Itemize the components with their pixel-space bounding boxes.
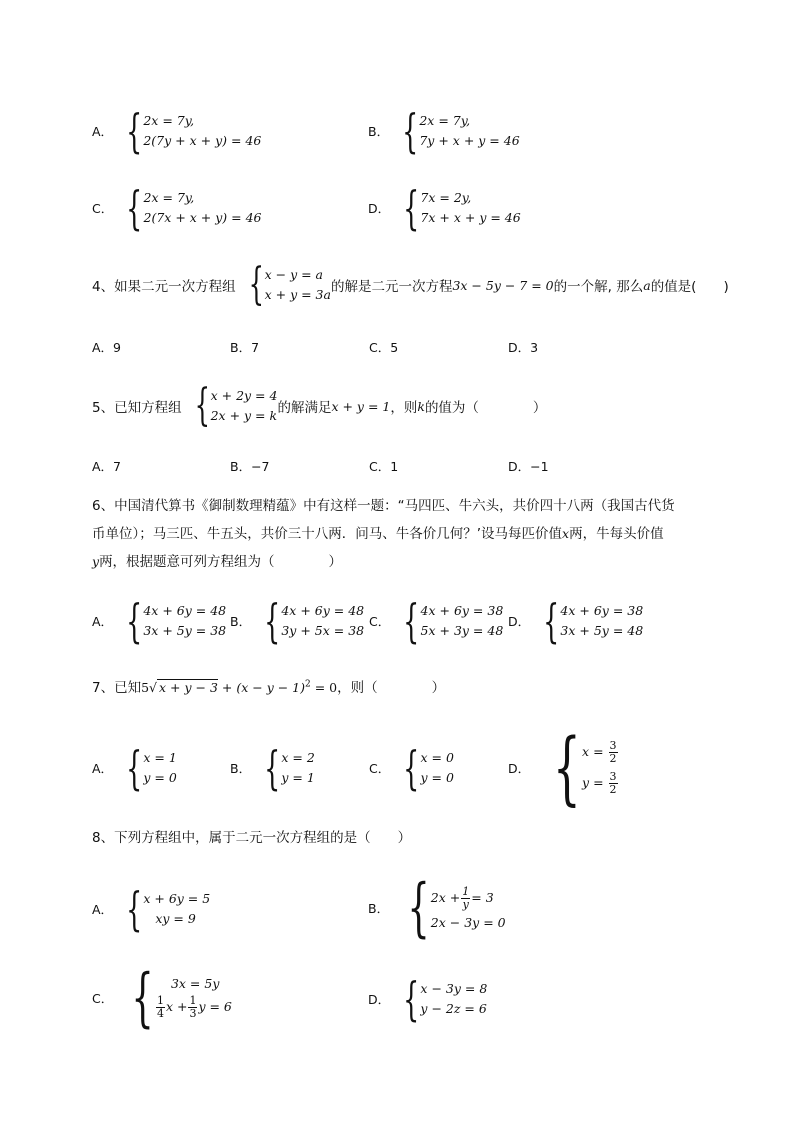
q3-option-a: A． { 2x = 7y, 2(7y + x + y) = 46 [92,104,262,158]
equation: 2x − 3y = 0 [430,915,506,930]
q4-option-c: C．5 [369,340,399,355]
question-6 [92,492,742,576]
equation: x + y = 1 [331,398,391,414]
question-text: ，则（ ） [337,680,446,696]
equation: 4x + 6y = 38 [420,603,504,618]
equation: 2x = 7y, [419,113,471,128]
fraction-numerator: 3 [609,739,617,752]
equation: x − y = a [264,267,323,282]
exponent: 2 [305,679,311,690]
question-text: ，则 [390,400,418,416]
question-text: 的一个解, 那么 [553,279,644,295]
q4-option-d: D．3 [508,340,539,355]
variable: x [562,526,570,541]
question-5: 5、已知方程组 { x + 2y = 4 2x + y = k 的解满足 x + y = 1 ，则 k 的值为（ ） [92,380,547,431]
option-label: B． [368,124,390,139]
equation: y = 1 [281,770,315,785]
equation: x + 6y = 5 [143,891,211,906]
question-text: 的值为（ ） [424,400,547,416]
equation: 4x + 6y = 48 [281,603,365,618]
equation: 2x = 7y, [143,190,195,205]
equation: 3y + 5x = 38 [281,623,365,638]
fraction-denominator: y [462,898,469,911]
question-text: 6、中国清代算书《御制数理精蕴》中有这样一题：“马四匹、牛六头，共价四十八两（我国古代货 [92,498,675,514]
q5-option-a: A．7 [92,459,122,474]
question-text: 币单位）；马三匹、牛五头，共价三十八两．问马、牛各价几何？’设马每匹价值 [92,526,563,542]
q3-option-c: C． { 2x = 7y, 2(7x + x + y) = 46 [92,181,262,235]
question-7 [92,676,445,696]
equation: 2x + y = k [210,408,278,423]
equation: y = 0 [420,770,454,785]
question-text: 的解是二元一次方程 [330,279,453,295]
q6-option-b: B． { 4x + 6y = 48 3y + 5x = 38 [230,594,365,648]
fraction-denominator: 4 [156,1007,164,1020]
equation: 2(7x + x + y) = 46 [143,210,262,225]
equation: 2x + [430,890,461,905]
question-text: 两，牛每头价值 [569,526,664,542]
fraction-numerator: 1 [462,885,470,898]
option-label: C． [92,991,114,1006]
q5-option-d: D．−1 [508,459,549,474]
option-label: D． [368,992,391,1007]
q4-option-a: A．9 [92,340,122,355]
question-text: 的值是( ) [650,279,729,295]
q5-option-c: C．1 [369,459,399,474]
equation: 2(7y + x + y) = 46 [143,133,262,148]
q6-option-a: A． { 4x + 6y = 48 3x + 5y = 38 [92,594,227,648]
option-label: C． [369,614,391,629]
question-text: 4、如果二元一次方程组 [92,279,236,295]
equation: 3x + 5y = 48 [560,623,644,638]
question-text: 7、已知 [92,680,142,696]
q4-option-b: B．7 [230,340,260,355]
fraction-denominator: 2 [609,752,617,765]
equation: 3x = 5y [170,976,220,991]
q6-option-c: C． { 4x + 6y = 38 5x + 3y = 48 [369,594,504,648]
q8-option-b: B． { 2x + $\frac{1}{y}$ = 3 2x − 3y = 0 [368,871,506,945]
equation: 3x − 5y − 7 = 0 [452,277,554,293]
option-label: B． [230,761,252,776]
option-label: C． [369,761,391,776]
q8-option-a: A． { x + 6y = 5 xy = 9 [92,882,211,936]
q6-option-d: D． { 4x + 6y = 38 3x + 5y = 48 [508,594,644,648]
coefficient: 5 [141,680,150,695]
option-label: A． [92,902,114,917]
fraction-denominator: 2 [609,783,617,796]
fraction-numerator: 3 [609,770,617,783]
option-label: B． [230,614,252,629]
equation: 4x + 6y = 48 [143,603,227,618]
equation: x + 2y = 4 [210,388,278,403]
equation: x + y = 3a [264,287,331,302]
fraction-numerator: 1 [156,994,164,1007]
equation: x = 2 [281,750,315,765]
question-text: 5、已知方程组 [92,400,182,416]
question-text: 两，根据题意可列方程组为（ ） [99,554,343,570]
equation: y = 6 [198,999,232,1014]
variable: a [643,277,651,293]
question-4: 4、如果二元一次方程组 { x − y = a x + y = 3a 的解是二元一次方程 3x − 5y − 7 = 0 的一个解, 那么 a 的值是( ) [92,259,729,310]
equation: y = 0 [143,770,177,785]
q7-option-a: A． { x = 1 y = 0 [92,741,177,795]
equation: = 3 [471,890,494,905]
option-label: C． [92,201,114,216]
variable: y [92,554,100,569]
equation: 7x + x + y = 46 [420,210,521,225]
option-label: D． [508,614,531,629]
q3-option-b: B． { 2x = 7y, 7y + x + y = 46 [368,104,520,158]
equation: 2x = 7y, [143,113,195,128]
equation: x = 1 [143,750,177,765]
option-label: A． [92,124,114,139]
variable: k [417,398,425,414]
equation: xy = 9 [155,911,196,926]
option-label: D． [508,761,531,776]
option-label: A． [92,614,114,629]
sqrt-icon: √ [149,680,158,695]
equation: x − 3y = 8 [420,981,488,996]
question-text: 的解满足 [277,400,332,416]
fraction-numerator: 1 [189,994,197,1007]
equation: = 0 [310,680,338,695]
equation: 3x + 5y = 38 [143,623,227,638]
equation: x = [582,744,604,759]
q7-option-b: B． { x = 2 y = 1 [230,741,315,795]
equation: y = [582,775,604,790]
equation: x + [165,999,188,1014]
fraction-denominator: 3 [189,1007,197,1020]
radicand: x + y − 3 [159,680,218,695]
equation: x = 0 [420,750,454,765]
q5-option-b: B．−7 [230,459,270,474]
q8-option-c: C． { 3x = 5y $\frac{1}{4}$ x + $\frac{1}{3}$ y = 6 [92,961,232,1035]
option-label: A． [92,761,114,776]
equation: + (x − y − 1) [217,680,306,695]
option-label: B． [368,901,390,916]
question-8: 8、下列方程组中，属于二元一次方程组的是（ ） [92,830,412,846]
equation: 7y + x + y = 46 [419,133,520,148]
equation: 4x + 6y = 38 [560,603,644,618]
q7-option-d: D． { x = $\frac{3}{2}$ y = $\frac{3}{2}$ [508,721,617,814]
q7-option-c: C． { x = 0 y = 0 [369,741,454,795]
q8-option-d: D． { x − 3y = 8 y − 2z = 6 [368,972,488,1026]
option-label: D． [368,201,391,216]
equation: y − 2z = 6 [420,1001,487,1016]
equation: 7x = 2y, [420,190,472,205]
equation: 5x + 3y = 48 [420,623,504,638]
q3-option-d: D． { 7x = 2y, 7x + x + y = 46 [368,181,521,235]
